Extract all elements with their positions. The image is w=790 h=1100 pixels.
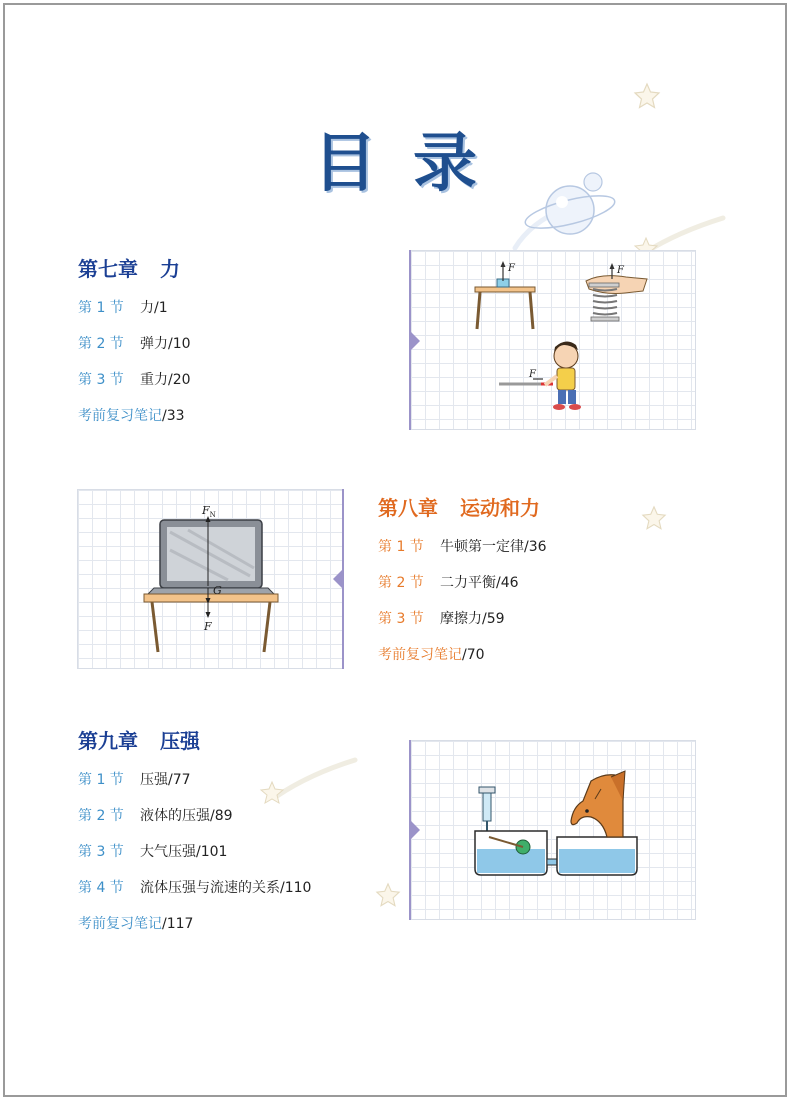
- section-label: 二力平衡/46: [440, 575, 519, 591]
- review-label: 考前复习笔记: [378, 647, 462, 663]
- section-number: 第 4 节: [78, 880, 124, 896]
- section-label: 压强/77: [140, 772, 191, 788]
- review-page: /117: [162, 916, 194, 932]
- star-icon: [632, 82, 662, 110]
- section-number: 第 2 节: [78, 336, 124, 352]
- star-icon: [374, 882, 402, 908]
- section-number: 第 3 节: [78, 844, 124, 860]
- chapter-title[interactable]: [378, 493, 547, 523]
- review-page: /70: [462, 647, 485, 663]
- page-title: 目录: [313, 127, 513, 201]
- section-label: 液体的压强/89: [140, 808, 233, 824]
- panel-edge-line: [342, 489, 344, 669]
- chapter-name: 运动和力: [460, 496, 540, 520]
- force-label: F: [508, 263, 515, 274]
- toc-entry[interactable]: [378, 601, 547, 637]
- chapter-9: [78, 726, 311, 942]
- toc-entry-review[interactable]: [378, 637, 547, 673]
- toc-entry-review[interactable]: [78, 906, 311, 942]
- water-feeder-illustration: [411, 741, 697, 921]
- toc-entry-review[interactable]: [78, 398, 191, 434]
- chapter-name: 力: [160, 257, 180, 281]
- toc-entry[interactable]: [78, 798, 311, 834]
- force-label: F: [617, 265, 624, 276]
- section-label: 牛顿第一定律/36: [440, 539, 547, 555]
- table-with-block-icon: [475, 261, 535, 329]
- force-label: F: [204, 620, 212, 633]
- chapter-title[interactable]: [78, 726, 311, 756]
- section-label: 大气压强/101: [140, 844, 228, 860]
- section-label: 弹力/10: [140, 336, 191, 352]
- section-number: 第 3 节: [378, 611, 424, 627]
- panel-pointer: [333, 570, 342, 588]
- toc-entry[interactable]: [378, 565, 547, 601]
- section-number: 第 2 节: [378, 575, 424, 591]
- toc-entry[interactable]: [78, 326, 191, 362]
- chapter-8: [378, 493, 547, 673]
- chapter-7: [78, 254, 191, 434]
- section-number: 第 1 节: [78, 772, 124, 788]
- section-number: 第 1 节: [378, 539, 424, 555]
- force-illustration: [411, 251, 697, 431]
- section-label: 重力/20: [140, 372, 191, 388]
- chapter-number: 第七章: [78, 257, 138, 281]
- toc-entry[interactable]: [78, 362, 191, 398]
- illustration-panel-force: [410, 250, 696, 430]
- laptop-on-table-illustration: [78, 490, 344, 670]
- laptop-icon: [148, 520, 274, 594]
- toc-entry[interactable]: [78, 870, 311, 906]
- section-number: 第 2 节: [78, 808, 124, 824]
- boy-pulling-spring-icon: [499, 341, 581, 410]
- section-label: 力/1: [140, 300, 168, 316]
- chapter-number: 第九章: [78, 729, 138, 753]
- review-label: 考前复习笔记: [78, 916, 162, 932]
- section-label: 摩擦力/59: [440, 611, 505, 627]
- chapter-title[interactable]: [78, 254, 191, 284]
- force-label: F: [529, 369, 536, 380]
- section-number: 第 3 节: [78, 372, 124, 388]
- panel-pointer: [411, 332, 420, 350]
- toc-entry[interactable]: [78, 834, 311, 870]
- gravity-label: G: [213, 584, 222, 597]
- review-label: 考前复习笔记: [78, 408, 162, 424]
- chapter-number: 第八章: [378, 496, 438, 520]
- illustration-panel-equilibrium: [77, 489, 343, 669]
- toc-entry[interactable]: [78, 762, 311, 798]
- review-page: /33: [162, 408, 185, 424]
- toc-entry[interactable]: [78, 290, 191, 326]
- chapter-name: 压强: [160, 729, 200, 753]
- section-label: 流体压强与流速的关系/110: [140, 880, 312, 896]
- star-icon: [640, 505, 668, 531]
- section-number: 第 1 节: [78, 300, 124, 316]
- horse-icon: [571, 771, 625, 837]
- toc-entry[interactable]: [378, 529, 547, 565]
- panel-pointer: [411, 821, 420, 839]
- normal-force-label: $F_N$: [202, 504, 216, 519]
- illustration-panel-pressure: [410, 740, 696, 920]
